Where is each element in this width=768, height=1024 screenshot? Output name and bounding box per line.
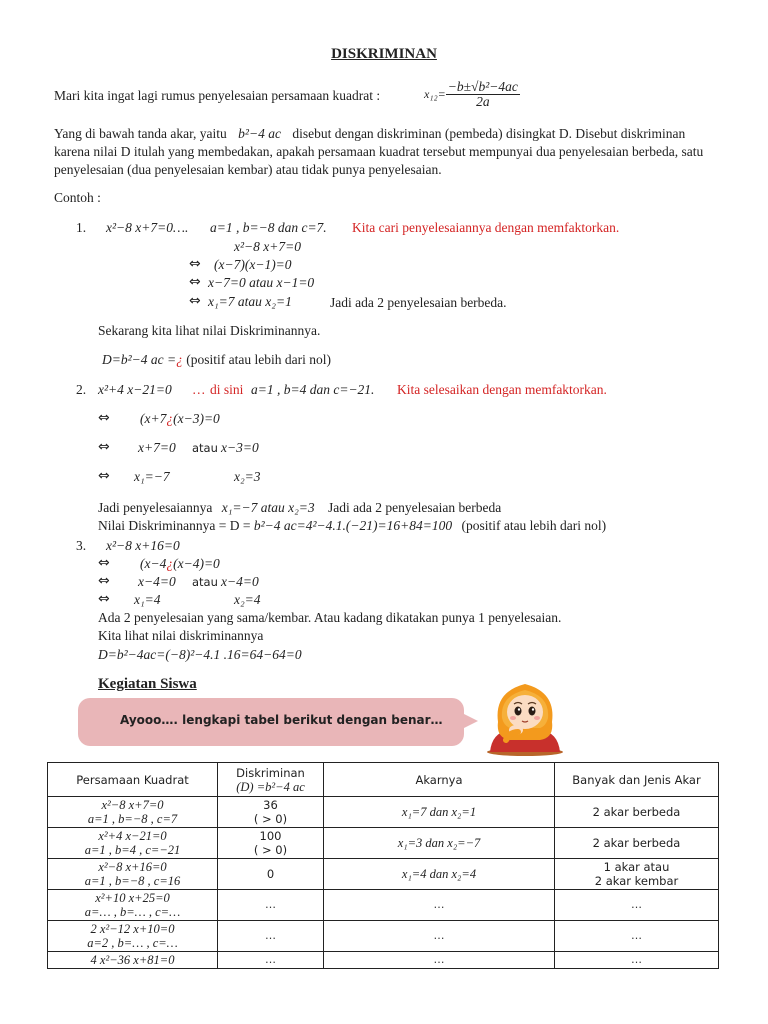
- equivalence-icon: ⇔: [189, 293, 201, 309]
- row-equation: x²−8 x+7=0: [101, 798, 164, 812]
- example1-d-note: (positif atau lebih dari nol): [186, 352, 331, 367]
- table-row: [48, 828, 719, 859]
- example2-result-note: Jadi ada 2 penyelesaian berbeda: [328, 500, 502, 515]
- table-row: [48, 921, 719, 952]
- activity-heading: Kegiatan Siswa: [98, 676, 197, 692]
- example3-step3a: x₁=4: [134, 592, 161, 607]
- equivalence-icon: ⇔: [98, 573, 110, 589]
- speech-bubble-text: Ayooo…. lengkapi tabel berikut dengan benar…: [120, 713, 443, 727]
- row-roots[interactable]: …: [324, 921, 555, 952]
- row-equation: x²−8 x+16=0: [98, 860, 167, 874]
- example1-equation: x²−8 x+7=0….: [106, 220, 189, 235]
- example1-step3: x−7=0 atau x−1=0: [208, 275, 315, 290]
- table-row: [48, 859, 719, 890]
- example2-coefficients: a=1 , b=4 dan c=−21.: [251, 382, 375, 397]
- header-diskriminan: [218, 763, 324, 797]
- quadratic-formula: [424, 80, 520, 109]
- example3-text2: Kita lihat nilai diskriminannya: [98, 628, 264, 643]
- header-persamaan: Persamaan Kuadrat: [48, 763, 218, 797]
- row-kind[interactable]: …: [555, 921, 719, 952]
- example2-step1: [140, 411, 220, 427]
- row-roots: x₁=7 dan x₂=1: [324, 797, 555, 828]
- example1-step4-note: Jadi ada 2 penyelesaian berbeda.: [330, 295, 507, 310]
- row-discriminant-sign: ( > 0): [253, 812, 288, 826]
- discriminant-table: [47, 762, 719, 969]
- example2-step2-or: atau: [192, 441, 218, 455]
- example2-result-expr: x₁=−7 atau x₂=3: [221, 500, 315, 515]
- example1-step4: x₁=7 atau x₂=1: [208, 294, 292, 309]
- row-coefficients: a=… , b=… , c=…: [84, 905, 181, 919]
- example2-step1a: (x+7: [140, 411, 167, 426]
- header-diskriminan-line1: Diskriminan: [236, 765, 305, 780]
- example1-d-line: [102, 352, 331, 368]
- definition-part2: disebut dengan diskriminan (pembeda) disingkat D. Disebut diskriminan karena nilai D itulah yang membedakan, apakah persamaan kuadrat tersebut mempunyai dua penyelesaian berbeda, satu penyelesaian (dua penyelesaian kembar) atau tidak punya penyelesaian.: [54, 126, 704, 177]
- example2-step3b: x₂=3: [234, 469, 261, 484]
- contoh-label: Contoh :: [54, 190, 101, 205]
- example3-text1: Ada 2 penyelesaian yang sama/kembar. Atau kadang dikatakan punya 1 penyelesaian.: [98, 610, 562, 625]
- row-roots[interactable]: …: [324, 952, 555, 969]
- example2-d-expr: b²−4 ac=4²−4.1.(−21)=16+84=100: [253, 518, 453, 533]
- example3-step2b: x−4=0: [221, 574, 259, 589]
- row-discriminant[interactable]: …: [218, 890, 324, 921]
- example2-dots: …: [192, 382, 206, 397]
- table-row: [48, 952, 719, 969]
- row-equation: x²+4 x−21=0: [98, 829, 167, 843]
- table-row: [48, 890, 719, 921]
- equivalence-icon: ⇔: [98, 439, 110, 455]
- definition-paragraph: [54, 125, 719, 179]
- row-discriminant: 100: [259, 829, 282, 843]
- formula-fraction: [446, 80, 520, 109]
- equivalence-icon: ⇔: [189, 274, 201, 290]
- formula-lhs: x₁₂=: [424, 87, 446, 101]
- speech-bubble-tail: [460, 712, 478, 730]
- example2-mid: di sini: [210, 382, 244, 397]
- example1-step1: x²−8 x+7=0: [234, 239, 301, 254]
- row-discriminant: 36: [263, 798, 278, 812]
- example2-step3a: x₁=−7: [134, 469, 170, 484]
- example3-step1a: (x−4: [140, 556, 167, 571]
- row-kind[interactable]: …: [555, 890, 719, 921]
- example3-step1b: (x−4)=0: [173, 556, 220, 571]
- example2-d-note: (positif atau lebih dari nol): [461, 518, 607, 533]
- example3-step2a: x−4=0: [138, 574, 176, 589]
- row-coefficients: a=1 , b=4 , c=−21: [84, 843, 181, 857]
- row-kind-line2: 2 akar kembar: [594, 874, 679, 888]
- header-akarnya: Akarnya: [324, 763, 555, 797]
- example2-note: Kita selesaikan dengan memfaktorkan.: [397, 382, 607, 397]
- example2-step1q: ¿: [166, 411, 174, 426]
- row-kind: 2 akar berbeda: [592, 836, 681, 850]
- row-coefficients: a=1 , b=−8 , c=7: [87, 812, 178, 826]
- formula-numerator: −b±√b²−4ac: [447, 79, 518, 94]
- example3-step2-or: atau: [192, 575, 218, 589]
- row-coefficients: a=1 , b=−8 , c=16: [84, 874, 181, 888]
- example3-step1q: ¿: [166, 556, 174, 571]
- row-discriminant: 0: [218, 859, 324, 890]
- example1-coefficients: a=1 , b=−8 dan c=7.: [210, 220, 327, 235]
- table-row: [48, 797, 719, 828]
- page-title: DISKRIMINAN: [331, 46, 437, 62]
- example2-step2b: x−3=0: [221, 440, 259, 455]
- example3-d-expr: D=b²−4ac=(−8)²−4.1 .16=64−64=0: [98, 647, 302, 662]
- row-equation: 4 x²−36 x+81=0: [90, 953, 175, 967]
- equivalence-icon: ⇔: [189, 256, 201, 272]
- definition-part1: Yang di bawah tanda akar, yaitu: [54, 126, 227, 141]
- example2-step1b: (x−3)=0: [173, 411, 220, 426]
- example2-equation: x²+4 x−21=0: [98, 382, 172, 397]
- example1-d-expr: D=b²−4 ac =: [102, 352, 177, 367]
- header-diskriminan-line2: (D) =b²−4 ac: [236, 779, 305, 794]
- row-kind[interactable]: …: [555, 952, 719, 969]
- example1-note: Kita cari penyelesaiannya dengan memfaktorkan.: [352, 220, 620, 235]
- definition-expr: b²−4 ac: [238, 126, 281, 141]
- row-kind: 1 akar atau: [603, 860, 670, 874]
- header-banyak-jenis: Banyak dan Jenis Akar: [555, 763, 719, 797]
- example1-d-q: ¿: [176, 352, 183, 367]
- speech-bubble: [78, 698, 464, 746]
- example2-d-label: Nilai Diskriminannya = D =: [98, 518, 251, 533]
- equivalence-icon: ⇔: [98, 410, 110, 426]
- equivalence-icon: ⇔: [98, 468, 110, 484]
- example2-number: 2.: [76, 382, 87, 397]
- row-roots[interactable]: …: [324, 890, 555, 921]
- example1-step2: (x−7)(x−1)=0: [214, 257, 292, 272]
- formula-denominator: 2a: [476, 94, 490, 109]
- row-equation: 2 x²−12 x+10=0: [90, 922, 175, 936]
- equivalence-icon: ⇔: [98, 591, 110, 607]
- intro-text: Mari kita ingat lagi rumus penyelesaian persamaan kuadrat :: [54, 88, 381, 103]
- row-coefficients: a=2 , b=… , c=…: [87, 936, 178, 950]
- example3-number: 3.: [76, 538, 87, 553]
- hijab-girl-illustration-icon: [480, 674, 570, 756]
- row-discriminant[interactable]: …: [218, 921, 324, 952]
- table-header-row: [48, 763, 719, 797]
- row-roots: x₁=3 dan x₂=−7: [324, 828, 555, 859]
- row-kind: 2 akar berbeda: [592, 805, 681, 819]
- equivalence-icon: ⇔: [98, 555, 110, 571]
- example2-discriminant: [98, 518, 606, 534]
- row-equation: x²+10 x+25=0: [95, 891, 170, 905]
- example1-number: 1.: [76, 220, 87, 235]
- example2-result-label: Jadi penyelesaiannya: [98, 500, 213, 515]
- example1-d-intro: Sekarang kita lihat nilai Diskriminannya.: [98, 323, 321, 338]
- row-roots: x₁=4 dan x₂=4: [324, 859, 555, 890]
- example3-equation: x²−8 x+16=0: [106, 538, 180, 553]
- example3-step3b: x₂=4: [234, 592, 261, 607]
- row-discriminant-sign: ( > 0): [253, 843, 288, 857]
- example3-step1: [140, 556, 220, 572]
- example2-step2a: x+7=0: [138, 440, 176, 455]
- row-discriminant[interactable]: …: [218, 952, 324, 969]
- example2-result: [98, 500, 501, 516]
